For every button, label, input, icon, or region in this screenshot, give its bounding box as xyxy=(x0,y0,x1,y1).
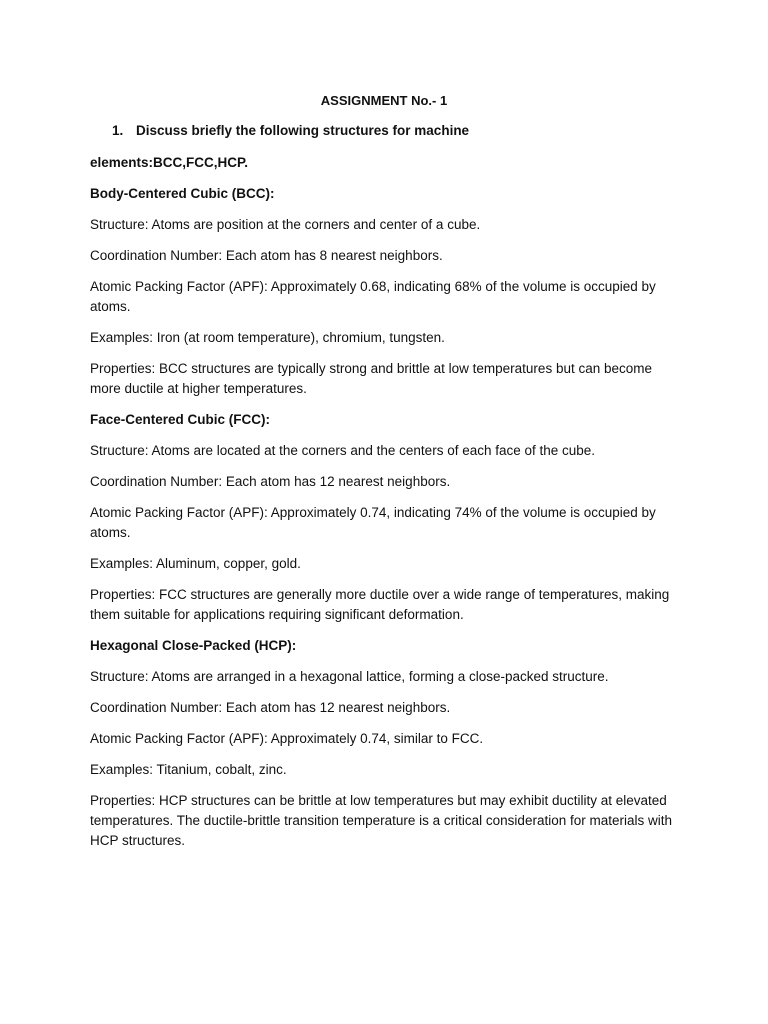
question-continuation: elements:BCC,FCC,HCP. xyxy=(90,155,249,170)
hcp-apf: Atomic Packing Factor (APF): Approximately 0.74, similar to FCC. xyxy=(90,731,484,746)
hcp-coordination: Coordination Number: Each atom has 12 nearest neighbors. xyxy=(90,700,451,715)
hcp-structure: Structure: Atoms are arranged in a hexagonal lattice, forming a close-packed structure. xyxy=(90,669,609,684)
assignment-title: ASSIGNMENT No.- 1 xyxy=(320,93,448,108)
section-heading-hcp: Hexagonal Close-Packed (HCP): xyxy=(90,638,297,653)
bcc-apf: Atomic Packing Factor (APF): Approximately 0.68, indicating 68% of the volume is occupied by atoms. xyxy=(90,279,656,314)
question-number: 1. xyxy=(112,123,124,138)
hcp-properties: Properties: HCP structures can be brittle at low temperatures but may exhibit ductility at elevated temperatures. The ductile-brittle transition temperature is a critical consideration for materials with HCP structures. xyxy=(90,793,672,848)
bcc-examples: Examples: Iron (at room temperature), chromium, tungsten. xyxy=(90,330,445,345)
bcc-coordination: Coordination Number: Each atom has 8 nearest neighbors. xyxy=(90,248,443,263)
question-line xyxy=(112,123,469,138)
bcc-properties: Properties: BCC structures are typically strong and brittle at low temperatures but can become more ductile at higher temperatures. xyxy=(90,361,653,396)
section-heading-bcc: Body-Centered Cubic (BCC): xyxy=(90,186,275,201)
fcc-coordination: Coordination Number: Each atom has 12 nearest neighbors. xyxy=(90,474,451,489)
fcc-properties: Properties: FCC structures are generally more ductile over a wide range of temperatures, making them suitable for applications requiring significant deformation. xyxy=(90,587,670,622)
fcc-examples: Examples: Aluminum, copper, gold. xyxy=(90,556,301,571)
fcc-apf: Atomic Packing Factor (APF): Approximately 0.74, indicating 74% of the volume is occupied by atoms. xyxy=(90,505,656,540)
question-text: Discuss briefly the following structures for machine xyxy=(136,123,470,138)
fcc-structure: Structure: Atoms are located at the corners and the centers of each face of the cube. xyxy=(90,443,596,458)
document-body xyxy=(90,153,680,862)
hcp-examples: Examples: Titanium, cobalt, zinc. xyxy=(90,762,287,777)
section-heading-fcc: Face-Centered Cubic (FCC): xyxy=(90,412,271,427)
bcc-structure: Structure: Atoms are position at the corners and center of a cube. xyxy=(90,217,481,232)
